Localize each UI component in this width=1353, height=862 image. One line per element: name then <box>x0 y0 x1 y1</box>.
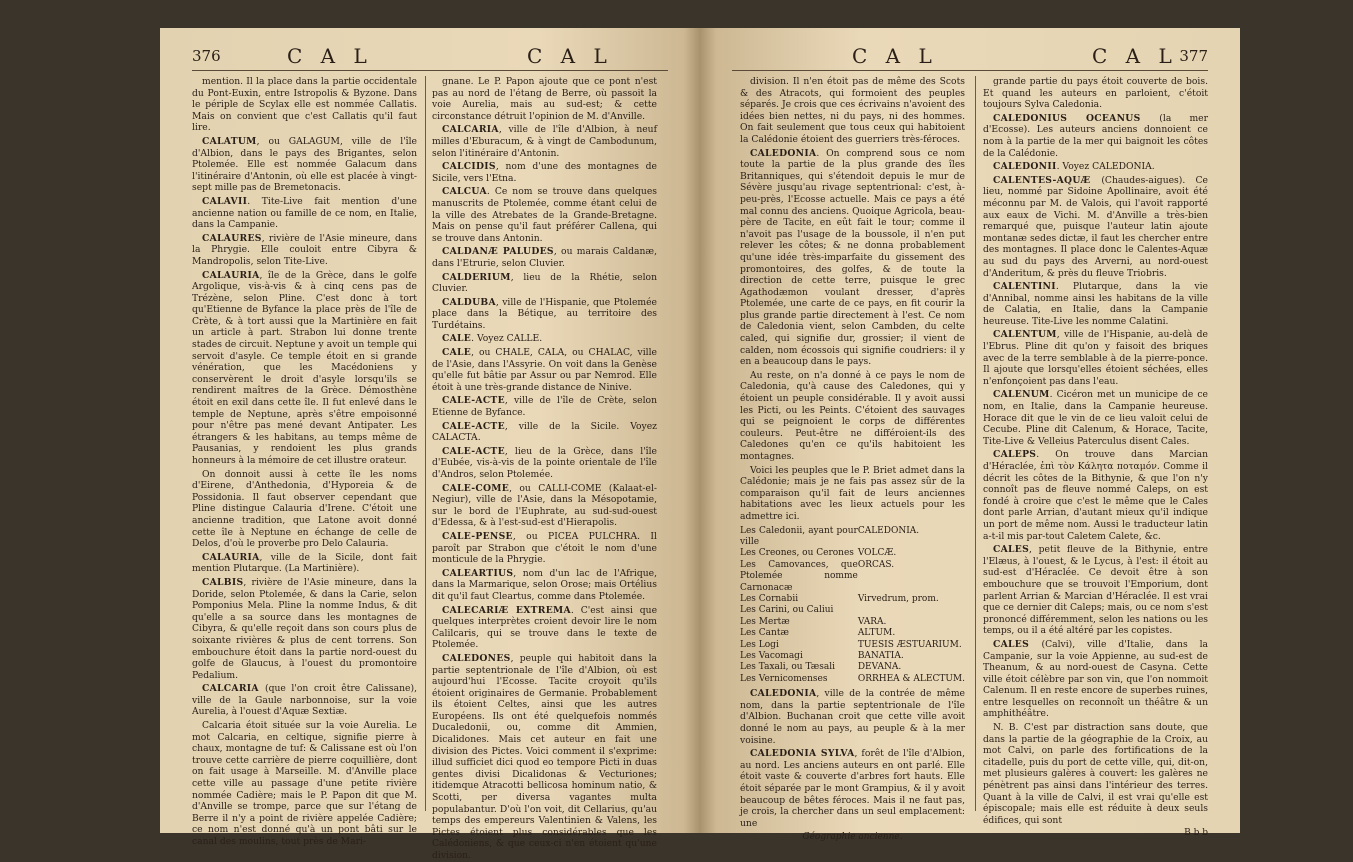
place-cell: Virvedrum, prom. <box>857 594 939 604</box>
paragraph: N. B. C'est par distraction sans doute, que dans la partie de la géographie de la Croix, au mot Calvi, on parle des fortifications de la citadelle, puis du port de cette ville, qui, dit-on, met plusieurs galères à couvert: les galères ne pénètrent pas ainsi dans l'intérieur des terres. Quant à la ville de Calvi, il est vrai qu'elle est épiscopale; mais elle est réduite à deux seuls édifices, qui sont <box>983 722 1208 826</box>
running-head-right: C A L <box>527 44 613 68</box>
paragraph: CALE-ACTE, lieu de la Grèce, dans l'île d'Eubée, vis-à-vis de la pointe orientale de l'île d'Andros, selon Ptolemée. <box>432 445 657 480</box>
table-row <box>740 526 965 549</box>
paragraph: CALENTINI. Plutarque, dans la vie d'Annibal, nomme ainsi les habitans de la ville de Calatia, en Italie, dans la Campanie heureuse. Tite-Live les nomme Calatini. <box>983 281 1208 327</box>
paragraph: CALE, ou CHALE, CALA, ou CHALAC, ville de l'Asie, dans l'Assyrie. On voit dans la Genèse qu'elle fut bâtie par Assur ou par Nemrod. Elle étoit à une très-grande distance de Ninive. <box>432 347 657 393</box>
table-row <box>740 548 965 559</box>
paragraph: CALE-ACTE, ville de l'île de Crète, selon Etienne de Byfance. <box>432 395 657 419</box>
paragraph: CALE-COME, ou CALLI-COME (Kalaat-el-Negiur), ville de l'Asie, dans la Mésopotamie, sur le bord de l'Euphrate, au sud-sud-ouest d'Edessa, & à l'est-sud-est d'Hierapolis. <box>432 482 657 529</box>
right-column-1 <box>740 76 965 843</box>
left-column-2 <box>432 76 658 861</box>
paragraph: CALCARIA (que l'on croit être Calissane), ville de la Gaule narbonnoise, sur la voie Aurelia, à l'ouest d'Aquæ Sextiæ. <box>192 683 417 718</box>
table-row <box>740 594 965 605</box>
book-spread <box>160 28 1240 861</box>
paragraph: Voici les peuples que le P. Briet admet dans la Calédonie; mais je ne fais pas assez sûr de la comparaison qu'il fait de leurs anciennes habitations avec les lieux actuels pour les admettre ici. <box>740 464 965 522</box>
page-number: 377 <box>1179 47 1208 65</box>
place-cell: BANATIA. <box>857 651 904 662</box>
paragraph: CALENTES-AQUÆ (Chaudes-aigues). Ce lieu, nommé par Sidoine Apollinaire, avoit été méconnu par M. de Valois, qui l'avoit rapporté aux eaux de Vichi. M. d'Anville a très-bien remarqué que, puisque l'auteur latin ajoute montanæ sedes dictæ, il faut les chercher entre des montagnes. Il place donc le Calentes-Aquæ au sud du pays des Arverni, au nord-ouest d'Anderitum, & près du fleuve Triobris. <box>983 174 1208 279</box>
place-cell <box>858 605 965 616</box>
people-cell: Les Taxali, ou Tæsali <box>740 662 835 673</box>
paragraph: Au reste, on n'a donné à ce pays le nom de Caledonia, qu'à cause des Caledones, qui y étoient un peuple considérable. Il y avoit aussi les Picti, ou les Peints. C'étoient des sauvages qui se peignoient le corps de différentes couleurs. Peut-être ne différoient-ils des Caledones qu'en ce qu'ils habitoient les montagnes. <box>740 369 965 462</box>
paragraph: CALCIDIS, nom d'une des montagnes de Sicile, vers l'Etna. <box>432 161 657 184</box>
place-cell: VOLCÆ. <box>857 548 897 559</box>
people-cell: Les Vacomagi <box>740 651 803 662</box>
paragraph: CALE-PENSE, ou PICEA PULCHRA. Il paroît par Strabon que c'étoit le nom d'une monticule de la Phrygie. <box>432 530 657 566</box>
place-cell: VARA. <box>857 616 887 627</box>
running-head-right: C A L <box>1092 44 1178 68</box>
paragraph: CALEDONIA. On comprend sous ce nom toute la partie de la plus grande des îles Britanniques, qui s'étendoit depuis le mur de Sévère jusqu'au rivage septentrional: c'est, à-peu-près, l'Ecosse actuelle. Mais ce pays a été mal connu des anciens. Quoique Agricola, beau-père de Tacite, en eût fait le tour; comme il n'avoit pas l'usage de la boussole, il n'en put relever les côtes; & ne donna probablement qu'une idée très-imparfaite du gissement des promontoires, des golfes, & de toute la direction de cette terre, puisque le grec Agathodæmon voulant dresser, d'après Ptolemée, une carte de ce pays, en fit courir la plus grande partie directement à l'est. Ce nom de Caledonia vient, selon Cambden, du celte caled, qui signifie dur, grossier; il vient de calden, nom écossois qui signifie coudriers: il y en a beaucoup dans le pays. <box>740 147 965 368</box>
paragraph: CALATUM, ou GALAGUM, ville de l'île d'Albion, dans le pays des Brigantes, selon Ptolemée. Elle est nommée Galacum dans l'itinéraire d'Antonin, où elle est placée à vingt-sept mille pas de Bremetonacis. <box>192 135 417 194</box>
paragraph: CALEPS. On trouve dans Marcian d'Héraclée, ἐπὶ τὸν Κάλητα ποταμόν. Comme il décrit les côtes de la Bithynie, & que l'on n'y connoît pas de fleuve nommé Caleps, on est fondé à croire que c'est le même que le Cales dont parle Arrian, d'autant mieux qu'il indique un port de même nom. Aussi le traducteur latin a-t-il mis par-tout Caletem Calete, &c. <box>983 449 1208 542</box>
place-cell: ORCAS. <box>857 559 895 570</box>
paragraph: CALCARIA, ville de l'île d'Albion, à neuf milles d'Eburacum, & à vingt de Cambodunum, selon l'itinéraire d'Antonin. <box>432 124 657 159</box>
paragraph: CALEARTIUS, nom d'un lac de l'Afrique, dans la Marmarique, selon Orose; mais Ortélius dit qu'il faut Cleartus, comme dans Ptolemée. <box>432 567 657 602</box>
place-cell: ORRHEA & ALECTUM. <box>857 673 965 684</box>
people-cell: Les Mertæ <box>740 616 790 627</box>
footer-note: Géographie ancienne. <box>802 832 903 843</box>
place-cell: CALEDONIA. <box>857 525 920 536</box>
right-col2-text <box>983 76 1208 826</box>
right-page <box>700 28 1240 843</box>
header-rule <box>192 70 668 71</box>
place-cell: TUESIS ÆSTUARIUM. <box>857 639 962 650</box>
paragraph: CALEDONIUS OCEANUS (la mer d'Ecosse). Les auteurs anciens donnoient ce nom à la partie de la mer qui baignoit les côtes de la Calédonie. <box>983 112 1208 159</box>
table-row <box>740 674 965 685</box>
paragraph: Calcaria étoit située sur la voie Aurelia. Le mot Calcaria, en celtique, signifie pierre à chaux, montagne de tuf: & Calissane est où l'on trouve cette carrière de pierre coquillière, dont on fait usage à Marseille. M. d'Anville place cette ville au passage d'une petite rivière nommée Cadière; mais le P. Papon dit que M. d'Anville se trompe, parce que sur l'étang de Berre il n'y a point de rivière appelée Cadière; ce nom n'est donné qu'à un pont bâti sur le canal des moulins, tout près de Mari- <box>192 720 417 847</box>
paragraph: CALDANÆ PALUDES, ou marais Caldanæ, dans l'Etrurie, selon Cluvier. <box>432 246 657 269</box>
page-number: 376 <box>192 47 221 65</box>
table-row <box>740 628 965 639</box>
place-cell: DEVANA. <box>857 662 902 673</box>
right-column-2 <box>983 76 1208 839</box>
people-cell: Les Cantæ <box>740 628 789 639</box>
running-head-left: C A L <box>287 44 373 68</box>
people-cell: Les Camovances, que Ptolemée nomme Carnonacæ <box>740 559 858 593</box>
paragraph: CALEDONES, peuple qui habitoit dans la partie septentrionale de l'île d'Albion, où est aujourd'hui l'Ecosse. Tacite croyoit qu'ils étoient originaires de Germanie. Probablement ils étoient Celtes, ainsi que les autres Européens. Ils ont été quelquefois nommés Ducaledonii, ou, comme dit Ammien, Dicalidones. Mais cet auteur en fait une division des Pictes. Voici comment il s'exprime: illud sufficiet dici quod eo tempore Picti in duas gentes divisi Dicalidonas & Vecturiones; itidemque Atracotti bellicosa hominum natio, & Scotti, per diversa vagantes multa populabantur. D'où l'on voit, dit Cellarius, qu'au temps des empereurs Valentinien & Valens, les Pictes étoient plus considérables que les Calédoniens, & que ceux-ci n'en étoient qu'une division. <box>432 652 657 861</box>
paragraph: division. Il n'en étoit pas de même des Scots & des Atracots, qui formoient des peuples séparés. Je crois que ces écrivains n'avoient des idées bien nettes, ni du pays, ni des hommes. On fait seulement que tous ceux qui habitoient la Calédonie étoient des guerriers très-féroces. <box>740 76 965 145</box>
table-row <box>740 640 965 651</box>
signature-mark: B b b <box>1184 828 1208 839</box>
paragraph: gnane. Le P. Papon ajoute que ce pont n'est pas au nord de l'étang de Berre, où passoit la voie Aurelia, mais au sud-est; & cette circonstance détruit l'opinion de M. d'Anville. <box>432 76 657 122</box>
peoples-table <box>740 526 965 686</box>
table-row <box>740 605 965 616</box>
left-page <box>160 28 700 861</box>
paragraph: CALES, petit fleuve de la Bithynie, entre l'Elæus, à l'ouest, & le Lycus, à l'est: il étoit au sud-est d'Héraclée. Ce devoit être à son embouchure que se trouvoit l'Emporium, dont parlent Arrian & Marcian d'Héraclée. Il est vrai que ce dernier dit Caleps; mais, ou ce nom s'est prononcé différemment, selon les nations ou les temps, ou il a été altéré par les copistes. <box>983 544 1208 637</box>
people-cell: Les Vernicomenses <box>740 673 828 684</box>
right-col1-text <box>740 76 965 523</box>
paragraph: CALAURIA, ville de la Sicile, dont fait mention Plutarque. (La Martinière). <box>192 551 417 575</box>
paragraph: CALENUM. Cicéron met un municipe de ce nom, en Italie, dans la Campanie heureuse. Horace dit que le vin de ce lieu valoit celui de Cecube. Pline dit Calenum, & Horace, Tacite, Tite-Live & Velleius Paterculus disent Cales. <box>983 389 1208 447</box>
paragraph: CALDUBA, ville de l'Hispanie, que Ptolemée place dans la Bétique, au territoire des Turdétains. <box>432 296 657 331</box>
paragraph: CALE. Voyez CALLE. <box>442 333 543 345</box>
left-page-header <box>192 44 668 70</box>
place-cell: ALTUM. <box>857 628 896 639</box>
table-row <box>740 560 965 594</box>
table-row <box>740 617 965 628</box>
paragraph: CALEDONIA, ville de la contrée de même nom, dans la partie septentrionale de l'île d'Albion. Buchanan croit que cette ville avoit donné le nom au pays, au peuple & à la mer voisine. <box>740 688 965 746</box>
paragraph: CALAURIA, île de la Grèce, dans le golfe Argolique, vis-à-vis & à cinq cens pas de Trézène, selon Pline. C'est donc à tort qu'Etienne de Byfance la place près de l'île de Crète, & à tort aussi que la Martinière en fait un article à part. Strabon lui donne trente stades de circuit. Neptune y avoit un temple qui servoit d'asyle. Ce temple étoit en si grande vénération, que les Macédoniens y conservèrent le droit d'asyle lorsqu'ils se rendirent maîtres de la Grèce. Démosthène étoit en exil dans cette île. Il fut enlevé dans le temple de Neptune, après s'être empoisonné pour n'être pas mené devant Antipater. Les étrangers & les habitans, au temps même de Pausanias, y rendoient les plus grands honneurs à la mémoire de cet illustre orateur. <box>192 269 417 466</box>
table-row <box>740 651 965 662</box>
paragraph: On donnoit aussi à cette île les noms d'Eirene, d'Anthedonia, d'Hyporeia & de Possidonia. Il faut observer cependant que Pline distingue Calauria d'Irene. C'étoit une ancienne tradition, que Latone avoit donné cette île à Neptune en échange de celle de Delos, d'où le proverbe pro Delo Calauria. <box>192 468 417 550</box>
people-cell: Les Carini, ou Caliui <box>740 605 834 616</box>
paragraph: mention. Il la place dans la partie occidentale du Pont-Euxin, entre Istropolis & Byzone. Dans le périple de Scylax elle est nommée Callatis. Mais on convient que c'est Callatis qu'il faut lire. <box>192 76 417 134</box>
paragraph: CALECARIÆ EXTREMA. C'est ainsi que quelques interprètes croient devoir lire le nom Calilcaris, qui se trouve dans le texte de Ptolemée. <box>432 604 658 651</box>
left-column-1 <box>192 76 417 847</box>
paragraph: CALAVII. Tite-Live fait mention d'une ancienne nation ou famille de ce nom, en Italie, dans la Campanie. <box>192 195 417 231</box>
paragraph: CALES (Calvi), ville d'Italie, dans la Campanie, sur la voie Appienne, au sud-est de Theanum, & au nord-ouest de Casyna. Cette ville étoit célèbre par son vin, que l'on nommoit Calenum. Il en reste encore de superbes ruines, entre lesquelles on reconnoît un théâtre & un amphithéâtre. <box>983 638 1208 720</box>
right-page-header <box>732 44 1208 70</box>
table-row <box>740 662 965 673</box>
people-cell: Les Logi <box>740 639 779 650</box>
right-col1-after <box>740 688 965 829</box>
header-rule <box>732 70 1208 71</box>
paragraph: CALE-ACTE, ville de la Sicile. Voyez CALACTA. <box>432 420 657 444</box>
paragraph: grande partie du pays étoit couverte de bois. Et quand les auteurs en parloient, c'étoit toujours Sylva Caledonia. <box>983 76 1208 111</box>
people-cell: Les Creones, ou Cerones <box>740 548 854 559</box>
paragraph: CALDERIUM, lieu de la Rhétie, selon Cluvier. <box>432 271 657 295</box>
paragraph: CALCUA. Ce nom se trouve dans quelques manuscrits de Ptolemée, comme étant celui de la ville des Atrebates de la Grande-Bretagne. Mais on pense qu'il faut préférer Callena, qui se trouve dans Antonin. <box>432 186 657 244</box>
people-cell: Les Cornabii <box>740 594 799 604</box>
column-divider <box>425 76 426 811</box>
paragraph: CALEDONIA SYLVA, forêt de l'île d'Albion, au nord. Les anciens auteurs en ont parlé. Elle étoit vaste & couverte d'arbres fort hauts. Elle étoit séparée par le mont Grampius, & il y avoit beaucoup de bêtes féroces. Mais il ne faut pas, je crois, la chercher dans un seul emplacement: une <box>740 748 965 829</box>
paragraph: CALBIS, rivière de l'Asie mineure, dans la Doride, selon Ptolemée, & dans la Carie, selon Pomponius Mela. Pline la nomme Indus, & dit qu'elle a sa source dans les montagnes de Cibyra, & qu'elle reçoit dans son cours plus de soixante rivières & plus de cent torrens. Son embouchure étoit dans la partie nord-ouest du golfe de Glaucus, à l'ouest du promontoire Pedalium. <box>192 576 417 681</box>
paragraph: CALEDONII. Voyez CALEDONIA. <box>993 161 1155 173</box>
people-cell: Les Caledonii, ayant pour ville <box>740 525 858 547</box>
paragraph: CALENTUM, ville de l'Hispanie, au-delà de l'Ebrus. Pline dit qu'on y faisoit des briques avec de la terre semblable à de la pierre-ponce. Il ajoute que lorsqu'elles étoient séchées, elles n'enfonçoient pas dans l'eau. <box>983 329 1208 387</box>
column-divider <box>975 76 976 811</box>
paragraph: CALAURES, rivière de l'Asie mineure, dans la Phrygie. Elle couloit entre Cibyra & Mandropolis, selon Tite-Live. <box>192 232 417 267</box>
running-head-left: C A L <box>852 44 938 68</box>
